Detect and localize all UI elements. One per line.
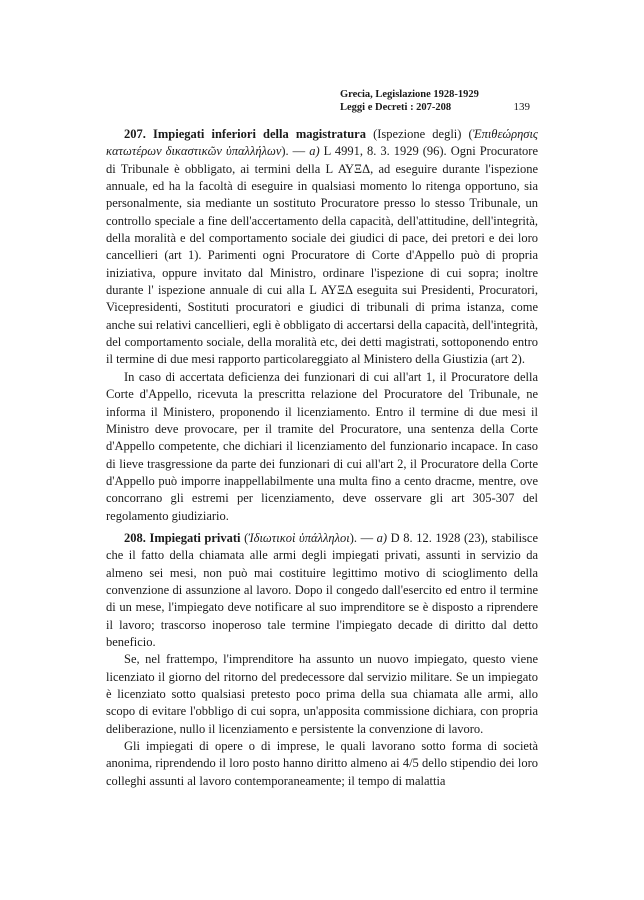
section-number: 207. [124,127,146,141]
law-reference-label: a) [376,530,388,545]
header-title: Grecia, Legislazione 1928-1929 [340,89,479,100]
greek-title: Ἐπιθεώρησις κατωτέρων δικαστικῶν ὑπαλλήλων [106,127,539,159]
law-reference-label: a) [309,144,320,159]
section-number: 208. [124,530,146,545]
section-208-paragraph-1 [106,530,538,651]
page-number: 139 [513,101,530,113]
section-207-paragraph-1 [106,126,538,369]
section-title: Impiegati inferiori della magistratura [153,127,366,141]
greek-close: ). — [281,144,306,159]
section-title: Impiegati privati [149,530,241,545]
section-text: L 4991, 8. 3. 1929 (96). Ogni Procuratore di Tribunale è obbligato, ai termini della L ΑΥΞΔ, ad eseguire durante l'ispezione annuale, ed ha la facoltà di eseguire in qualsiasi momento lo ritenga opportuno, sia personalmente, sia mediante un sostituto Procuratore presso lo stesso Tribunale, un controllo speciale a fine dell'accertamento della capacità, dell'attitudine, dell'integrità, della moralità e del comportamento sociale dei giudici di pace, dei pretori e dei loro cancellieri (art 1). Parimenti ogni Procuratore di Corte d'Appello può di propria iniziativa, oppure invitato dal Ministro, ordinare l'ispezione di cui sopra; inoltre durante l' ispezione annuale di cui alla L ΑΥΞΔ eseguita sui Presidenti, Procuratori, Vicepresidenti, Sostituti procuratori e giudici di tribunali di prima istanza, come anche sui relativi cancellieri, egli è obbligato di accertarsi della capacità, dell'integrità, del comportamento sociale, della moralità etc, dei detti magistrati, sottoponendo entro il termine di due mesi rapporto particolareggiato al Ministero della Giustizia (art 2). [106,144,539,367]
section-208-paragraph-2: Se, nel frattempo, l'imprenditore ha assunto un nuovo impiegato, questo viene licenziato il giorno del ritorno del predecessore dal servizio militare. Se un impiegato è licenziato sotto qualsiasi pretesto poco prima della sua chiamata alle armi, allo scopo di evitare l'obbligo di cui sopra, un'apposita commissione dichiara, con propria deliberazione, nullo il licenziamento e persistente la convenzione di lavoro. [106,652,538,736]
greek-title: Ἰδιωτικοὶ ὑπάλληλοι [248,530,350,545]
running-header [340,88,530,114]
greek-close: ). — [349,530,374,545]
section-subtitle: (Ispezione degli) ( [373,127,473,141]
page-body [106,126,538,790]
section-208-paragraph-3: Gli impiegati di opere o di imprese, le quali lavorano sotto forma di società anonima, riprendendo il loro posto hanno diritto almeno ai 4/5 dello stipendio dei loro colleghi assunti al lavoro contemporaneamente; il tempo di malattia [106,739,538,788]
section-207-paragraph-2: In caso di accertata deficienza dei funzionari di cui all'art 1, il Procuratore della Corte d'Appello, ricevuta la prescritta relazione del Procuratore del Tribunale, ne informa il Ministero, proponendo il licenziamento. Entro il termine di due mesi il Ministro deve provocare, per il tramite del Procuratore, una sentenza della Corte d'Appello competente, che dichiari il licenziamento del funzionario incapace. In caso di lieve trasgressione da parte dei funzionari di cui all'art 2, il Procuratore della Corte d'Appello può imporre inappellabilmente una multa fino a cento dracme, mentre, ove concorrano gli estremi per licenziamento, deve osservare gli art 305-307 del regolamento giudiziario. [106,369,538,523]
section-subtitle: ( [240,530,249,545]
section-text: D 8. 12. 1928 (23), stabilisce che il fatto della chiamata alle armi degli impiegati privati, assunti in servizio da almeno sei mesi, non può mai costituire legittimo motivo di scioglimento della convenzione di assunzione al lavoro. Dopo il congedo dall'esercito ed entro il termine di un mese, l'impiegato deve notificare al suo imprenditore se è disposto a riprendere il lavoro; trascorso inoperoso tale termine l'impiegato decade di diritto dal detto beneficio. [106,530,539,649]
header-subtitle: Leggi e Decreti : 207-208 [340,102,452,113]
